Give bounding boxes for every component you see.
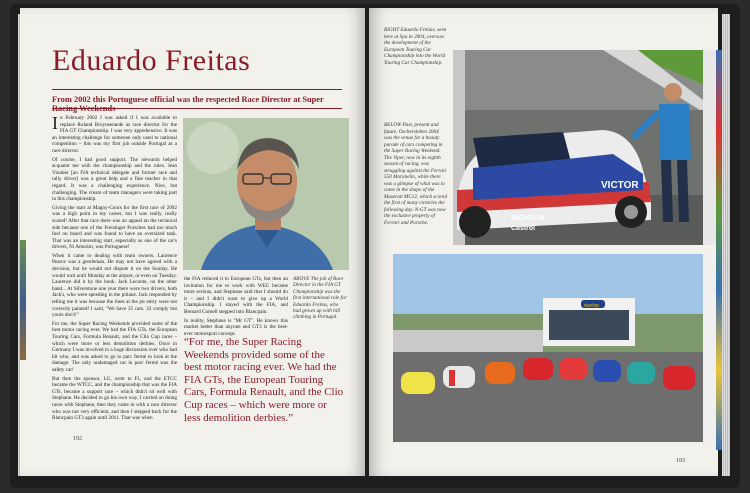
body-paragraph: Of course, I had good support. The stewards helped acquaint me with the championship and the rules. Jean Vinatier [an FIA technical delegate and former race and rally driver] was a great help and a fine teacher in that regard. It was a challenging experience. Nice, but challenging. The cream of team managers were taking part in this championship. (52, 156, 177, 203)
article-standfirst: From 2002 this Portuguese official was the respected Race Director at Super (52, 95, 324, 104)
portrait-caption: ABOVE The job of Race Director in the FIA GT Championship was the first international role for Eduardo Freitas, who had grown up with hill climbing in Portugal. (293, 276, 347, 321)
car-logo-victor: VICTOR (601, 180, 639, 191)
pull-quote: “For me, the Super Racing Weekends provided some of the best motor racing ever. We had the FIA GTs, the European Touring Cars, Formula Renault, and the Clio Cup races – which were more or less demolition derbies.” (184, 336, 344, 424)
caption-below: BELOW Past, present and future. Oschersleben 2004 was the venue for a beauty parade of cars competing in the Super Racing Weekend. The Viper, now in its eighth season of racing, was struggling against the Ferrari 550 Maranello, while there was a glimpse of what was to come in the shape of the Maserati MC12, which scored the first of many victories the following day. N-GT was now the exclusive property of Ferrari and Porsche. (384, 122, 447, 226)
portrait-illustration (183, 118, 349, 270)
body-paragraph: When it came to dealing with team owners, Laurence Pearce was a gentleman. He may not have agreed with a decision, but he would not dispute it on the Sunday. He would wait until Monday at the airport, or even on Tuesday. Laurence did it by the book. Jack Leconte, on the other hand... At Silverstone one year there were two drivers, both Jack's, who were speeding in the pitlane. Jack responded by telling me it was because the lines at the pit entry were not correctly painted! I said, "We have 35 cars. 33 comply but yours don't!" (52, 252, 177, 319)
right-edge-strip (716, 50, 722, 450)
car-logo-castrol: Castrol (511, 225, 536, 232)
pitlane-illustration (453, 50, 716, 245)
body-column-2 (184, 276, 288, 339)
body-paragraph: n February 2002 I was asked if I was available to replace Roland Bruynseraede as race director for the FIA GT Championship. I was very apprehensive. It was an interesting challenge for someone only used to national competition – this was my first job outside Portugal as a race director. (52, 115, 177, 154)
title-rule-top (52, 89, 342, 90)
body-paragraph: For me, the Super Racing Weekends provided some of the best motor racing ever. We had the FIA GTs, the European Touring Cars, Formula Renault, and the Clio Cup races – which were more or less demolition derbies. Once in Germany I was involved in a huge discussion over who had hit who, and was asked to go to parc fermé to look at the damage. The only undamaged car in parc fermé was the safety car! (52, 320, 177, 373)
caption-right: RIGHT Eduardo Freitas, seen here at Spa in 2004, oversaw the development of the European Touring Car Championship into the World Touring Car Championship. (384, 27, 447, 66)
car-lineup-illustration (393, 254, 716, 442)
body-paragraph: the FIA reduced it to European GTs, but then an invitation for me to work with WEC became more serious, and Stephane said that I should do it – and I didn't want to give up a World Championship. I stayed with the FIA, and Bernard Cornell stepped into Blancpain. (184, 276, 288, 315)
car-logo-michelin: MICHELIN (511, 215, 545, 222)
body-column-1 (52, 115, 177, 433)
portrait-photo (183, 118, 349, 270)
title-rule-bottom (52, 108, 342, 109)
dunlop-sign: dunlop (584, 303, 600, 309)
article-title: Eduardo Freitas (52, 44, 251, 77)
left-image-strip (20, 240, 26, 360)
drop-cap: I (52, 115, 58, 133)
body-paragraph: Giving the start at Magny-Cours for the first race of 2002 was a high point in my career, but I was really, really scared! After that race there was an appeal on the technical side because one of the Freisinger Porsches had too much fuel on board and was found to have an oversized tank. That was an interesting start, especially as one of the car's drivers, Ni Amorim, was Portuguese! (52, 204, 177, 251)
page-number-right: 193 (676, 458, 685, 464)
right-page-edges (722, 14, 730, 476)
photo-car-lineup (393, 254, 716, 442)
body-paragraph: In reality, Stephane is "Mr GT". He knows this market better than anyone and GT3 is the best-ever motorsport concept. (184, 317, 288, 337)
body-paragraph: But then the sponsor, LG, went to F1, and the ETCC became the WTCC, and the championship that was the FIA GTs, became a support race – which didn't sit well with Stephane. He decided to go his own way. I carried on doing races with Stephane, then they came in with a race director who was not very efficient, and then I stepped back for the Blancpain GT3 again until 2011. That was when (52, 375, 177, 422)
photo-pitlane (453, 50, 716, 245)
page-number-left: 192 (73, 436, 82, 442)
